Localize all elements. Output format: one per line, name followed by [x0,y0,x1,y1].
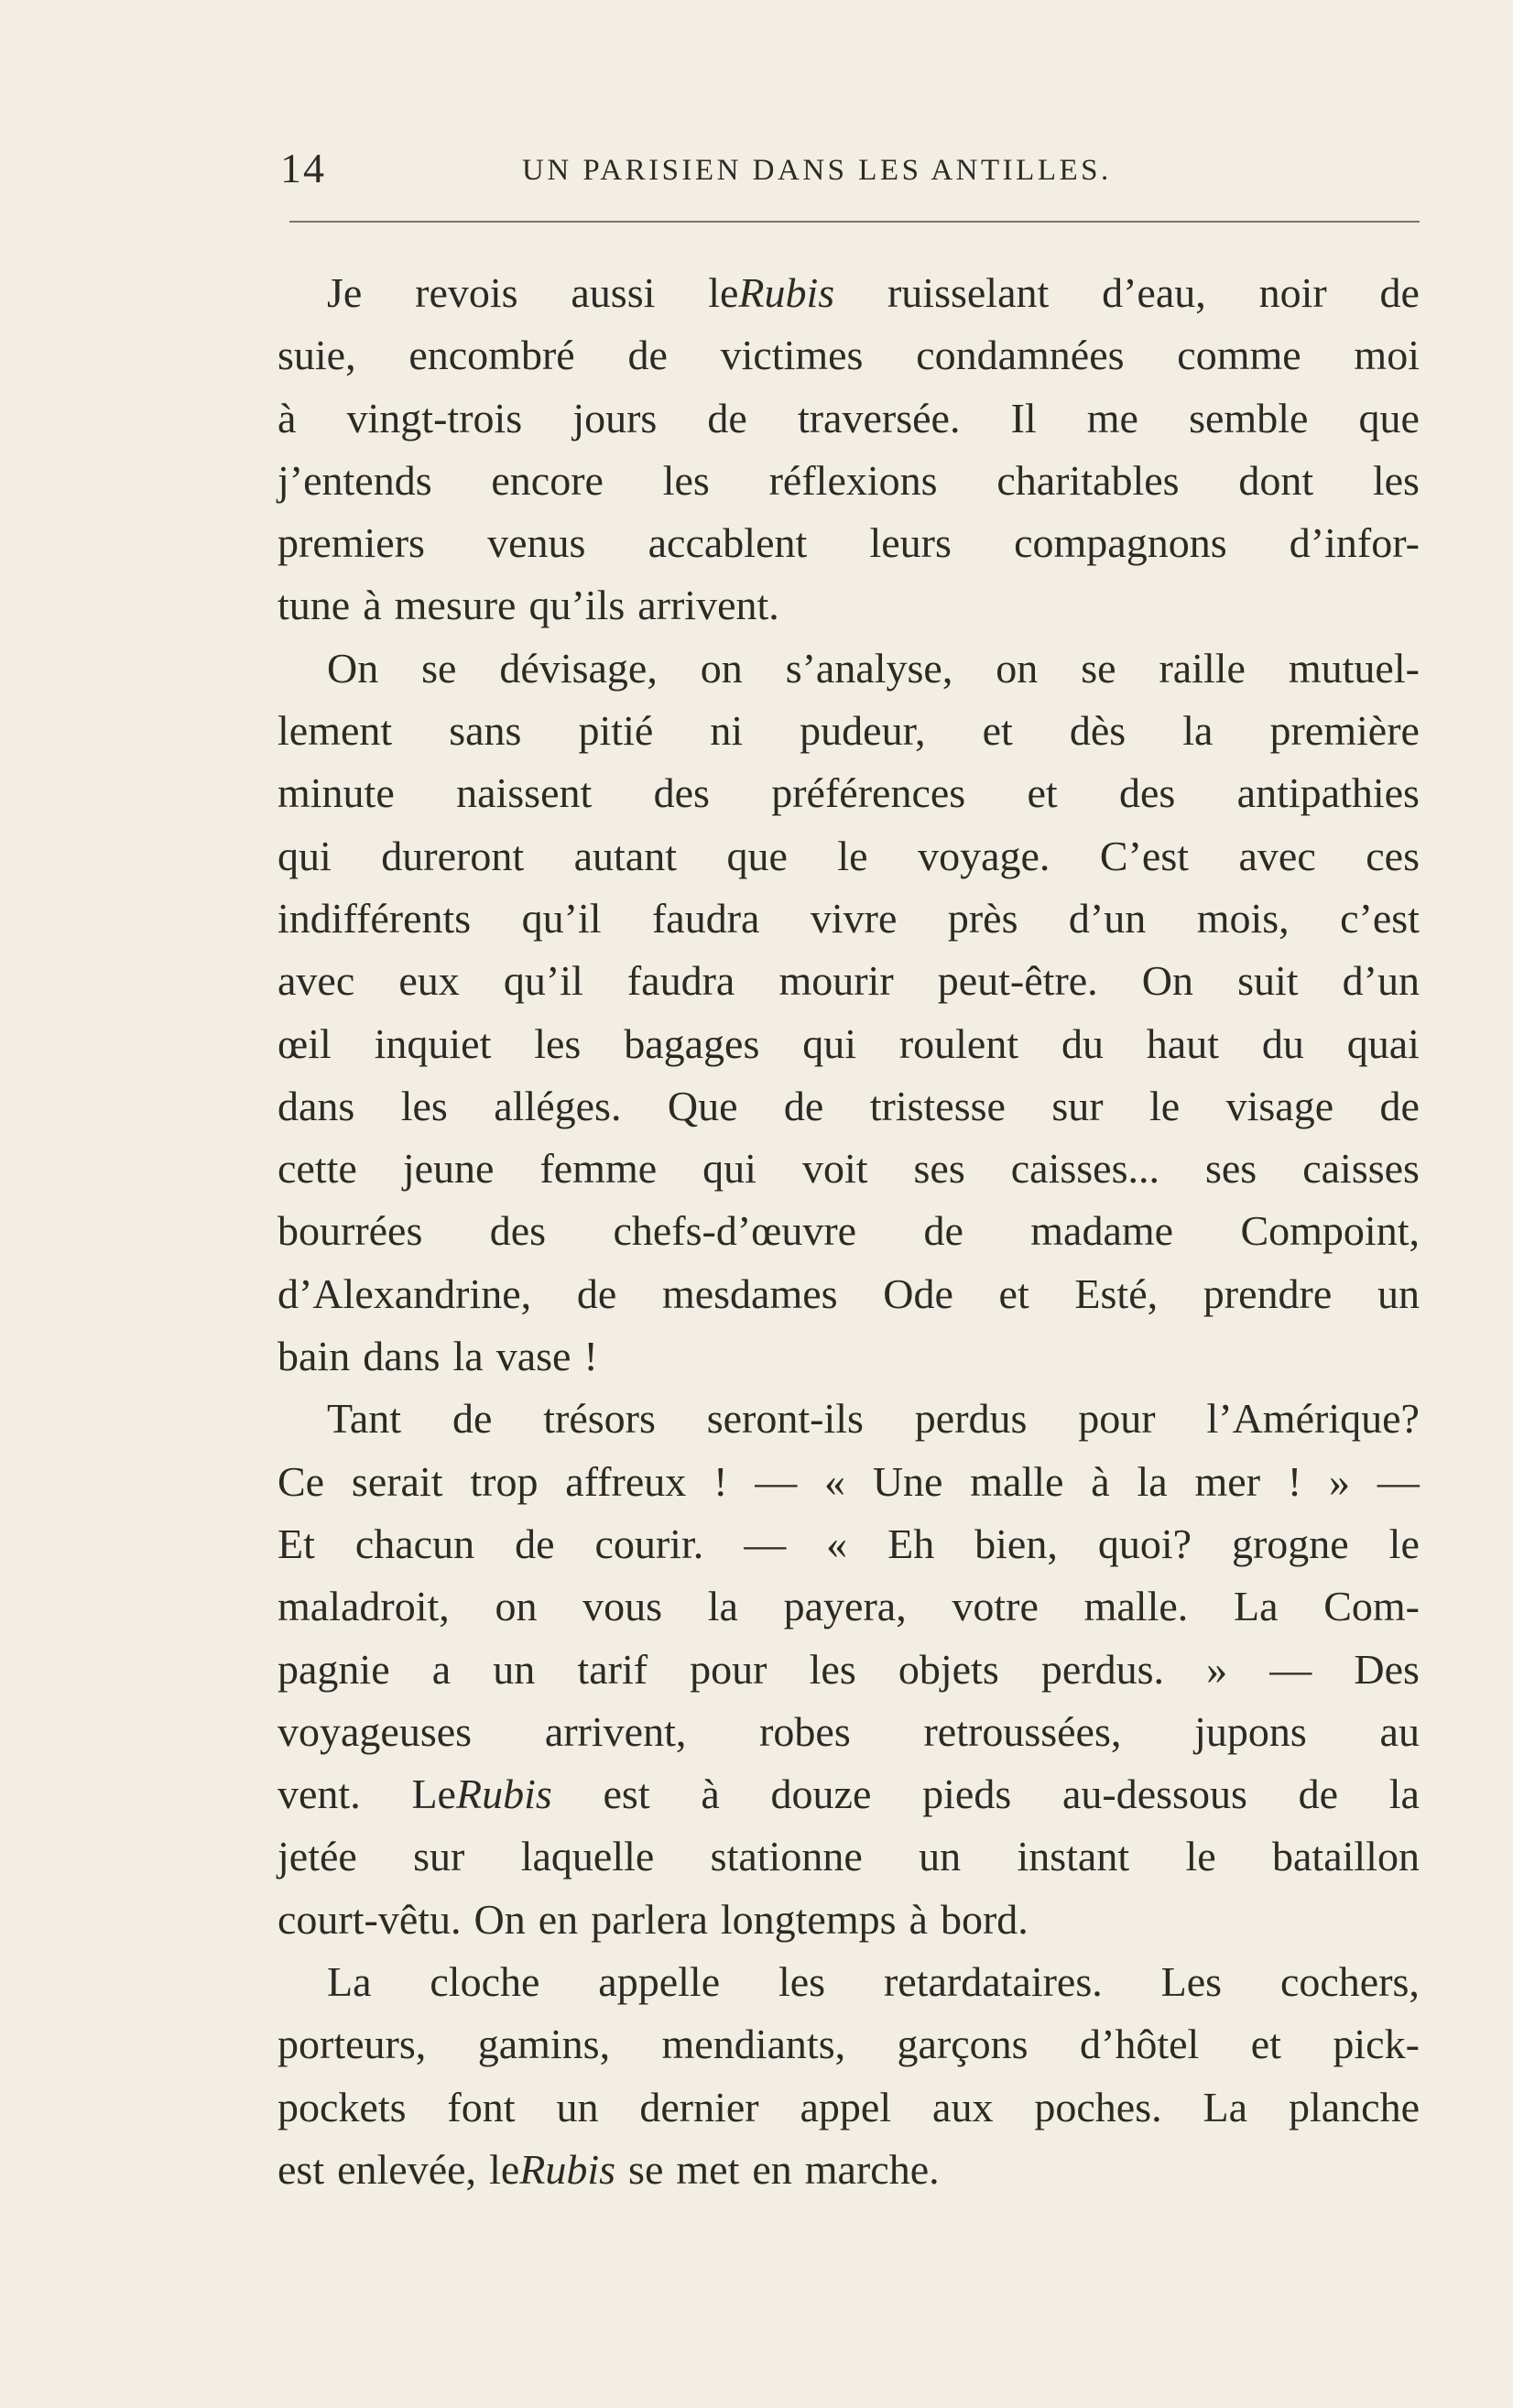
word: un [919,1833,962,1880]
text-line [278,762,1420,824]
word: visage [1225,1082,1334,1129]
text-line [278,387,1420,450]
word: tarif [577,1645,648,1693]
word: robes [759,1707,851,1755]
word: bien, [974,1520,1058,1567]
word: Que [667,1082,738,1129]
word: du [1261,1019,1304,1067]
word: mendiants, [661,2021,846,2068]
word: réflexions [768,456,938,504]
text-line [278,637,1420,700]
word: malle [970,1457,1064,1505]
word: comme [1177,332,1301,379]
word: l’Amérique? [1206,1395,1420,1443]
word: La [1203,2083,1248,2130]
word: préférences [771,769,966,817]
word: sur [1051,1082,1104,1129]
word: et [1250,2021,1281,2068]
word: LeRubis [411,1771,552,1818]
word: pudeur, [800,707,926,755]
word: les [1372,456,1420,504]
text-line [278,1138,1420,1200]
word: mourir [778,957,894,1005]
text-line [278,888,1420,950]
word: Une [872,1457,943,1505]
word: serait [351,1457,443,1505]
word: haut [1146,1019,1219,1067]
word: la [1388,1771,1420,1818]
word: le [1388,1520,1420,1567]
word: inquiet [374,1019,492,1067]
text-line [278,825,1420,888]
word: maladroit, [278,1583,450,1630]
text-line [278,512,1420,574]
word: se [628,2145,664,2193]
word: un [493,1645,536,1693]
word: pieds [922,1771,1012,1818]
paragraph [278,262,1420,637]
word: premiers [278,519,425,567]
word: antipathies [1236,769,1420,817]
word: enlevée, [337,2145,477,2193]
word: avec [278,957,355,1005]
word: d’hôtel [1080,2021,1200,2068]
word: payera, [783,1583,907,1630]
word: a [431,1645,452,1693]
word: font [447,2083,516,2130]
word: roulent [898,1019,1019,1067]
word: à [363,582,382,629]
word: longtemps [720,1895,897,1943]
word: quai [1346,1019,1420,1067]
body-text [278,262,1420,2201]
word: « [826,1520,848,1567]
text-line [278,2076,1420,2139]
word: Com- [1323,1583,1420,1630]
word: ni [710,707,744,755]
word: mutuel- [1288,644,1420,692]
word: affreux [565,1457,687,1505]
word: dont [1238,456,1314,504]
word: les [809,1645,856,1693]
word: la [1137,1457,1168,1505]
word: instant [1017,1833,1130,1880]
word: lement [278,707,393,755]
word: aux [932,2083,994,2130]
word: de [515,1520,555,1567]
word: qu’ils [528,582,626,629]
word: caisses [1302,1145,1420,1193]
word: victimes [720,332,864,379]
word: raille [1159,644,1246,692]
word: indifférents [278,894,472,942]
word: qui [802,1019,856,1067]
word: première [1269,707,1420,755]
word: les [534,1019,582,1067]
word: marche. [804,2145,940,2193]
word: à [278,394,297,441]
word: vous [582,1583,663,1630]
word: qui [702,1145,756,1193]
word: vingt-trois [346,394,523,441]
word: de [707,394,747,441]
text-line [278,1575,1420,1638]
word: se [421,644,457,692]
word: ruisselant [887,269,1050,316]
word: on [495,1583,538,1630]
paragraph [278,637,1420,1389]
word: tristesse [869,1082,1006,1129]
word: la [707,1583,738,1630]
word: moi [1354,332,1420,379]
word: faudra [651,894,760,942]
word: d’un [1068,894,1147,942]
word: bourrées [278,1207,423,1255]
header-rule [289,221,1420,223]
word: perdus. [1040,1645,1165,1693]
text-line [278,1513,1420,1575]
word: tune [278,582,351,629]
word: arrivent, [544,1707,687,1755]
word: porteurs, [278,2021,427,2068]
word: c’est [1340,894,1420,942]
word: un [556,2083,599,2130]
word: ! [1287,1457,1302,1505]
word: vivre [810,894,898,942]
word: leRubis [708,269,835,316]
word: peut-être. [937,957,1098,1005]
word: pagnie [278,1645,390,1693]
word: chefs-d’œuvre [613,1207,857,1255]
word: des [653,769,710,817]
word: arrivent. [637,582,779,629]
word: gamins, [477,2021,611,2068]
word: Compoint, [1240,1207,1420,1255]
word: de [1379,269,1420,316]
word: mesdames [661,1269,838,1317]
word: Tant [327,1395,402,1443]
word: retroussées, [923,1707,1122,1755]
text-line [278,1263,1420,1325]
word: aussi [571,269,656,316]
word: qu’il [503,957,583,1005]
text-line [278,2013,1420,2076]
word: dans [278,1082,355,1129]
word: qu’il [521,894,602,942]
word: de [1379,1082,1420,1129]
word: » [1329,1457,1350,1505]
text-line [278,1388,1420,1450]
word: ses [1204,1145,1257,1193]
page-header [280,139,1423,198]
word: à [1091,1457,1110,1505]
text-line [278,700,1420,762]
word: œil [278,1019,332,1067]
word: met [676,2145,740,2193]
word: douze [770,1771,872,1818]
word: se [1081,644,1116,692]
word: avec [1238,832,1316,879]
text-line [278,1951,1420,2013]
word: On [327,644,379,692]
word: voit [801,1145,868,1193]
word: cochers, [1279,1958,1420,2006]
word: planche [1288,2083,1420,2130]
word: alléges. [494,1082,622,1129]
word: s’analyse, [785,644,953,692]
word: du [1061,1019,1104,1067]
paragraph [278,1951,1420,2201]
word: et [998,1269,1029,1317]
word: chacun [354,1520,475,1567]
page-number: 14 [280,145,326,191]
word: des [1119,769,1176,817]
word: mer [1194,1457,1261,1505]
word: venus [487,519,586,567]
word: bain [278,1333,351,1380]
text-line [278,262,1420,324]
word: d’Alexandrine, [278,1269,532,1317]
word: sans [449,707,522,755]
word: ! [713,1457,728,1505]
word: on [700,644,743,692]
word: votre [952,1583,1039,1630]
word: leRubis [489,2145,616,2193]
word: parlera [591,1895,708,1943]
word: que [1358,394,1420,441]
word: seront-ils [706,1395,864,1443]
word: eux [398,957,460,1005]
word: La [1233,1583,1279,1630]
word: d’eau, [1102,269,1206,316]
word: minute [278,769,395,817]
word: les [662,456,710,504]
word: Et [278,1520,315,1567]
word: semble [1189,394,1309,441]
word: On [1141,957,1194,1005]
word: ses [913,1145,965,1193]
word: de [627,332,668,379]
text-line [278,1639,1420,1701]
word: prendre [1203,1269,1333,1317]
word: un [1377,1269,1420,1317]
word: stationne [710,1833,863,1880]
word: charitables [996,456,1180,504]
word: pour [1078,1395,1156,1443]
word: et [982,707,1013,755]
word: que [726,832,788,879]
word: Esté, [1074,1269,1159,1317]
text-line [278,1200,1420,1262]
word: les [400,1082,448,1129]
word: jours [572,394,658,441]
word: et [1027,769,1058,817]
word: me [1086,394,1138,441]
word: — [755,1457,798,1505]
word: Les [1160,1958,1223,2006]
word: le [837,832,868,879]
word: des [489,1207,547,1255]
word: Il [1010,394,1037,441]
word: autant [573,832,677,879]
word: — [1269,1645,1312,1693]
word: dès [1069,707,1127,755]
word: à [701,1771,720,1818]
word: au-dessous [1061,1771,1247,1818]
word: de [1298,1771,1339,1818]
word: dernier [639,2083,759,2130]
word: j’entends [278,456,432,504]
word: Ode [883,1269,953,1317]
word: est [603,1771,650,1818]
text-line [278,1075,1420,1138]
word: à [909,1895,928,1943]
word: la [1182,707,1214,755]
word: appelle [598,1958,721,2006]
running-title: UN PARISIEN DANS LES ANTILLES. [522,154,1112,187]
word: près [947,894,1018,942]
word: poches. [1034,2083,1162,2130]
word: Ce [278,1457,325,1505]
word: leurs [869,519,952,567]
word: le [1149,1082,1181,1129]
word: Je [327,269,363,316]
word: Des [1354,1645,1420,1693]
word: de [783,1082,824,1129]
word: qui [278,832,332,879]
word: vent. [278,1771,361,1818]
word: cette [278,1145,357,1193]
word: suie, [278,332,356,379]
word: en [538,1895,579,1943]
word: noir [1258,269,1327,316]
word: encore [491,456,604,504]
text-line [278,1325,1420,1388]
word: jeune [402,1145,495,1193]
word: voyageuses [278,1707,473,1755]
word: objets [898,1645,999,1693]
word: perdus [914,1395,1028,1443]
word: court-vêtu. [278,1895,462,1943]
word: la [452,1333,484,1380]
word: laquelle [520,1833,655,1880]
word: bord. [940,1895,1029,1943]
word: au [1379,1707,1420,1755]
text-line [278,1701,1420,1763]
word: trésors [543,1395,656,1443]
word: dévisage, [499,644,658,692]
word: voyage. [918,832,1050,879]
word: de [576,1269,617,1317]
word: d’un [1342,957,1420,1005]
text-line [278,324,1420,387]
word: garçons [897,2021,1029,2068]
word: compagnons [1014,519,1227,567]
text-line [278,950,1420,1012]
word: le [1185,1833,1216,1880]
word: Eh [887,1520,935,1567]
word: » [1206,1645,1228,1693]
word: ces [1366,832,1420,879]
word: on [996,644,1039,692]
word: pockets [278,2083,407,2130]
word: retardataires. [883,1958,1103,2006]
word: femme [539,1145,658,1193]
text-line [278,1889,1420,1951]
word: bataillon [1272,1833,1420,1880]
word: La [327,1958,372,2006]
text-line [278,574,1420,637]
word: traversée. [797,394,961,441]
word: mesure [394,582,517,629]
word: grogne [1231,1520,1349,1567]
word: revois [415,269,518,316]
word: malle. [1083,1583,1189,1630]
word: jetée [278,1833,357,1880]
word: en [752,2145,792,2193]
word: bagages [624,1019,760,1067]
word: C’est [1099,832,1190,879]
word: dans [363,1333,441,1380]
word: sur [413,1833,465,1880]
word: pitié [578,707,654,755]
word: d’infor- [1289,519,1420,567]
word: — [744,1520,787,1567]
word: trop [470,1457,539,1505]
word: ! [583,1333,598,1380]
text-line [278,1451,1420,1513]
word: mois, [1196,894,1290,942]
word: accablent [648,519,808,567]
word: madame [1030,1207,1174,1255]
word: encombré [408,332,575,379]
word: les [778,1958,826,2006]
text-line [278,1013,1420,1075]
word: courir. [594,1520,704,1567]
word: faudra [626,957,735,1005]
word: condamnées [916,332,1125,379]
word: cloche [430,1958,540,2006]
word: — [1377,1457,1420,1505]
word: de [923,1207,963,1255]
word: On [473,1895,526,1943]
word: de [452,1395,493,1443]
word: dureront [381,832,525,879]
word: quoi? [1097,1520,1192,1567]
paragraph [278,1388,1420,1951]
text-line [278,450,1420,512]
word: est [278,2145,325,2193]
word: « [824,1457,846,1505]
word: suit [1237,957,1299,1005]
text-line [278,1763,1420,1825]
word: vase [495,1333,571,1380]
word: naissent [456,769,593,817]
word: pour [690,1645,767,1693]
word: caisses... [1010,1145,1159,1193]
text-line [278,2139,1420,2201]
text-line [278,1825,1420,1888]
word: pick- [1333,2021,1420,2068]
word: appel [800,2083,892,2130]
word: jupons [1194,1707,1307,1755]
